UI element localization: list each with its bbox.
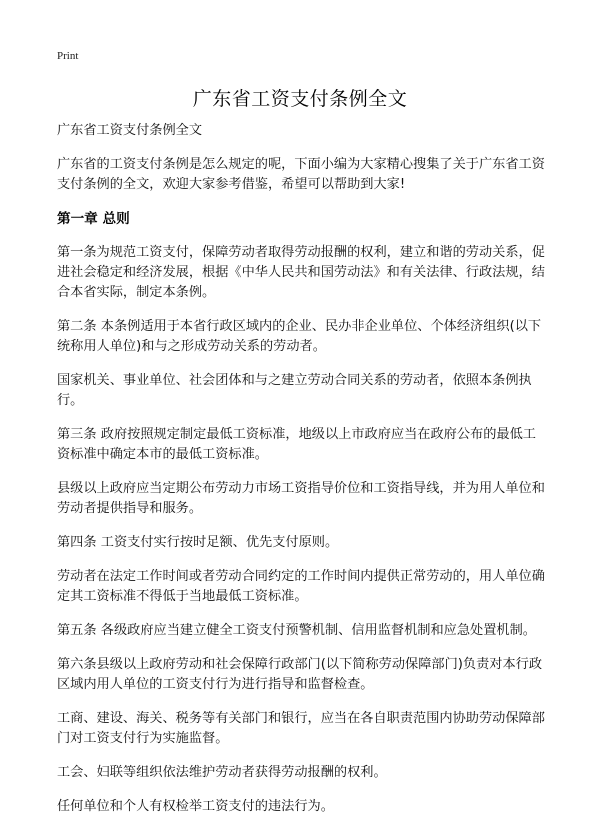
paragraph: 劳动者在法定工作时间或者劳动合同约定的工作时间内提供正常劳动的，用人单位确定其工资标准不得低于当地最低工资标准。	[57, 569, 545, 604]
paragraph: 第六条县级以上政府劳动和社会保障行政部门(以下简称劳动保障部门)负责对本行政区域内用人单位的工资支付行为进行指导和监督检查。	[57, 657, 543, 692]
print-link[interactable]: Print	[57, 50, 79, 62]
paragraph: 第一条为规范工资支付，保障劳动者取得劳动报酬的权利，建立和谐的劳动关系，促进社会稳定和经济发展，根据《中华人民共和国劳动法》和有关法律、行政法规，结合本省实际，制定本条例。	[57, 245, 545, 300]
article-body	[57, 121, 548, 831]
paragraph: 县级以上政府应当定期公布劳动力市场工资指导价位和工资指导线，并为用人单位和劳动者提供指导和服务。	[57, 481, 545, 516]
paragraph: 第二条 本条例适用于本省行政区域内的企业、民办非企业单位、个体经济组织(以下统称用人单位)和与之形成劳动关系的劳动者。	[57, 319, 542, 354]
paragraph: 第三条 政府按照规定制定最低工资标准，地级以上市政府应当在政府公布的最低工资标准中确定本市的最低工资标准。	[57, 427, 536, 462]
subtitle: 广东省工资支付条例全文	[57, 123, 203, 138]
paragraph: 国家机关、事业单位、社会团体和与之建立劳动合同关系的劳动者，依照本条例执行。	[57, 373, 532, 408]
chapter-heading: 第一章 总则	[57, 211, 130, 227]
paragraph: 工商、建设、海关、税务等有关部门和银行，应当在各自职责范围内协助劳动保障部门对工资支付行为实施监督。	[57, 711, 545, 746]
paragraph: 任何单位和个人有权检举工资支付的违法行为。	[57, 799, 334, 814]
paragraph: 工会、妇联等组织依法维护劳动者获得劳动报酬的权利。	[57, 765, 387, 780]
paragraph: 第四条 工资支付实行按时足额、优先支付原则。	[57, 535, 339, 550]
intro-paragraph: 广东省的工资支付条例是怎么规定的呢，下面小编为大家精心搜集了关于广东省工资支付条例的全文，欢迎大家参考借鉴，希望可以帮助到大家!	[57, 157, 545, 192]
page-title: 广东省工资支付条例全文	[192, 88, 408, 110]
paragraph: 第五条 各级政府应当建立健全工资支付预警机制、信用监督机制和应急处置机制。	[57, 623, 536, 638]
